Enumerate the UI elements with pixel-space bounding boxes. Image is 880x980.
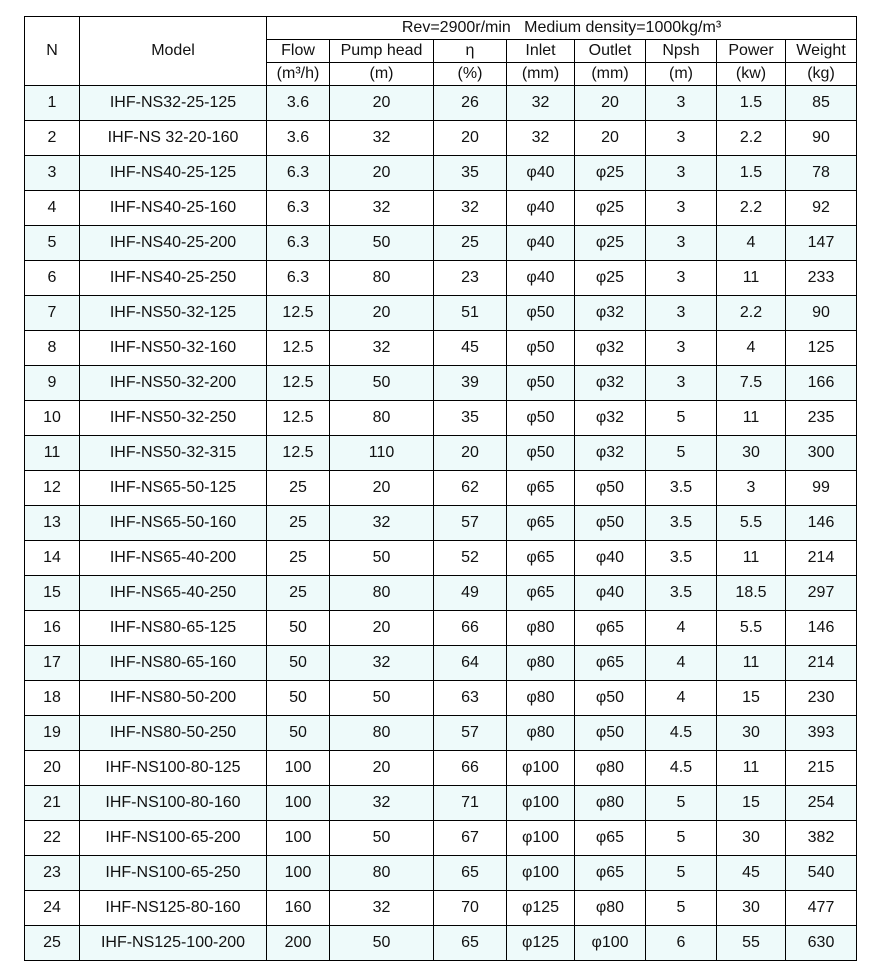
cell-npsh: 5 (646, 891, 717, 926)
cell-power: 55 (717, 926, 786, 961)
cell-inlet: φ65 (507, 506, 575, 541)
cell-outlet: 20 (575, 86, 646, 121)
cell-pump-head: 32 (330, 121, 434, 156)
cell-weight: 382 (786, 821, 857, 856)
cell-model: IHF-NS50-32-160 (80, 331, 267, 366)
cell-pump-head: 80 (330, 856, 434, 891)
cell-pump-head: 32 (330, 891, 434, 926)
cell-efficiency: 20 (434, 121, 507, 156)
cell-npsh: 3 (646, 366, 717, 401)
cell-inlet: φ100 (507, 786, 575, 821)
table-row (25, 856, 857, 891)
table-row (25, 401, 857, 436)
cell-power: 30 (717, 821, 786, 856)
cell-inlet: φ40 (507, 226, 575, 261)
unit-pump-head: (m) (330, 63, 434, 86)
cell-power: 5.5 (717, 506, 786, 541)
cell-npsh: 5 (646, 436, 717, 471)
cell-model: IHF-NS100-65-250 (80, 856, 267, 891)
cell-outlet: φ25 (575, 261, 646, 296)
cell-outlet: φ32 (575, 366, 646, 401)
cell-n: 1 (25, 86, 80, 121)
cell-flow: 50 (267, 716, 330, 751)
cell-npsh: 5 (646, 821, 717, 856)
cell-outlet: φ65 (575, 646, 646, 681)
cell-flow: 6.3 (267, 156, 330, 191)
cell-n: 16 (25, 611, 80, 646)
cell-weight: 540 (786, 856, 857, 891)
cell-power: 2.2 (717, 296, 786, 331)
cell-n: 9 (25, 366, 80, 401)
cell-outlet: φ65 (575, 856, 646, 891)
cell-power: 5.5 (717, 611, 786, 646)
table-row (25, 121, 857, 156)
cell-outlet: φ100 (575, 926, 646, 961)
unit-efficiency: (%) (434, 63, 507, 86)
cell-inlet: φ50 (507, 401, 575, 436)
cell-npsh: 4 (646, 611, 717, 646)
cell-weight: 215 (786, 751, 857, 786)
table-row (25, 471, 857, 506)
cell-power: 15 (717, 681, 786, 716)
cell-outlet: φ32 (575, 436, 646, 471)
cell-pump-head: 20 (330, 86, 434, 121)
cell-npsh: 6 (646, 926, 717, 961)
cell-inlet: φ80 (507, 716, 575, 751)
cell-efficiency: 26 (434, 86, 507, 121)
cell-inlet: φ100 (507, 751, 575, 786)
cell-n: 14 (25, 541, 80, 576)
cell-flow: 3.6 (267, 121, 330, 156)
cell-inlet: φ50 (507, 436, 575, 471)
table-row (25, 786, 857, 821)
table-row (25, 366, 857, 401)
cell-pump-head: 32 (330, 646, 434, 681)
cell-outlet: φ40 (575, 541, 646, 576)
cell-n: 23 (25, 856, 80, 891)
cell-efficiency: 20 (434, 436, 507, 471)
cell-weight: 166 (786, 366, 857, 401)
cell-pump-head: 80 (330, 261, 434, 296)
cell-flow: 12.5 (267, 331, 330, 366)
cell-model: IHF-NS80-65-125 (80, 611, 267, 646)
cell-outlet: φ50 (575, 681, 646, 716)
cell-flow: 3.6 (267, 86, 330, 121)
table-row (25, 156, 857, 191)
table-row (25, 331, 857, 366)
cell-model: IHF-NS65-50-160 (80, 506, 267, 541)
cell-inlet: φ65 (507, 541, 575, 576)
cell-power: 2.2 (717, 191, 786, 226)
cell-outlet: φ32 (575, 331, 646, 366)
cell-flow: 25 (267, 506, 330, 541)
cell-power: 30 (717, 891, 786, 926)
cell-flow: 50 (267, 611, 330, 646)
cell-npsh: 3.5 (646, 471, 717, 506)
cell-n: 18 (25, 681, 80, 716)
cell-model: IHF-NS40-25-200 (80, 226, 267, 261)
cell-flow: 100 (267, 786, 330, 821)
cell-model: IHF-NS100-80-160 (80, 786, 267, 821)
cell-power: 1.5 (717, 86, 786, 121)
cell-model: IHF-NS50-32-315 (80, 436, 267, 471)
cell-pump-head: 50 (330, 821, 434, 856)
cell-outlet: φ32 (575, 401, 646, 436)
cell-weight: 300 (786, 436, 857, 471)
cell-n: 13 (25, 506, 80, 541)
unit-outlet: (mm) (575, 63, 646, 86)
table-row (25, 926, 857, 961)
cell-efficiency: 66 (434, 611, 507, 646)
table-row (25, 611, 857, 646)
cell-npsh: 4 (646, 681, 717, 716)
cell-n: 12 (25, 471, 80, 506)
cell-model: IHF-NS32-25-125 (80, 86, 267, 121)
cell-inlet: φ50 (507, 296, 575, 331)
table-body (25, 86, 857, 961)
table-row (25, 226, 857, 261)
cell-outlet: φ65 (575, 821, 646, 856)
table-row (25, 541, 857, 576)
pump-spec-sheet (24, 16, 856, 961)
cell-npsh: 3 (646, 261, 717, 296)
cell-weight: 297 (786, 576, 857, 611)
cell-pump-head: 20 (330, 471, 434, 506)
cell-model: IHF-NS125-80-160 (80, 891, 267, 926)
cell-weight: 90 (786, 296, 857, 331)
table-header (25, 17, 857, 86)
cell-inlet: 32 (507, 121, 575, 156)
cell-model: IHF-NS125-100-200 (80, 926, 267, 961)
cell-power: 3 (717, 471, 786, 506)
table-row (25, 436, 857, 471)
cell-model: IHF-NS65-50-125 (80, 471, 267, 506)
cell-weight: 92 (786, 191, 857, 226)
cell-n: 19 (25, 716, 80, 751)
cell-weight: 235 (786, 401, 857, 436)
cell-flow: 100 (267, 821, 330, 856)
cell-weight: 233 (786, 261, 857, 296)
cell-npsh: 3.5 (646, 506, 717, 541)
cell-inlet: φ40 (507, 191, 575, 226)
cell-flow: 25 (267, 541, 330, 576)
cell-efficiency: 66 (434, 751, 507, 786)
table-row (25, 191, 857, 226)
header-inlet: Inlet (507, 40, 575, 63)
cell-power: 30 (717, 716, 786, 751)
cell-model: IHF-NS80-50-200 (80, 681, 267, 716)
cell-flow: 50 (267, 646, 330, 681)
table-row (25, 296, 857, 331)
cell-n: 25 (25, 926, 80, 961)
cell-efficiency: 35 (434, 401, 507, 436)
cell-efficiency: 65 (434, 926, 507, 961)
cell-weight: 125 (786, 331, 857, 366)
cell-flow: 25 (267, 471, 330, 506)
cell-power: 30 (717, 436, 786, 471)
cell-outlet: φ50 (575, 506, 646, 541)
cell-efficiency: 67 (434, 821, 507, 856)
cell-weight: 99 (786, 471, 857, 506)
header-flow: Flow (267, 40, 330, 63)
cell-npsh: 3.5 (646, 576, 717, 611)
cell-flow: 12.5 (267, 401, 330, 436)
cell-npsh: 5 (646, 856, 717, 891)
cell-outlet: φ80 (575, 751, 646, 786)
header-model: Model (80, 17, 267, 86)
table-row (25, 576, 857, 611)
cell-power: 15 (717, 786, 786, 821)
cell-model: IHF-NS100-65-200 (80, 821, 267, 856)
cell-inlet: φ65 (507, 576, 575, 611)
cell-weight: 85 (786, 86, 857, 121)
cell-n: 4 (25, 191, 80, 226)
cell-model: IHF-NS 32-20-160 (80, 121, 267, 156)
cell-outlet: φ80 (575, 786, 646, 821)
cell-efficiency: 62 (434, 471, 507, 506)
cell-pump-head: 50 (330, 366, 434, 401)
cell-pump-head: 20 (330, 156, 434, 191)
cell-weight: 254 (786, 786, 857, 821)
cell-outlet: φ25 (575, 156, 646, 191)
header-pump-head: Pump head (330, 40, 434, 63)
cell-efficiency: 25 (434, 226, 507, 261)
cell-pump-head: 80 (330, 576, 434, 611)
cell-npsh: 3 (646, 191, 717, 226)
cell-power: 11 (717, 646, 786, 681)
cell-pump-head: 80 (330, 401, 434, 436)
cell-model: IHF-NS40-25-125 (80, 156, 267, 191)
cell-n: 24 (25, 891, 80, 926)
cell-weight: 146 (786, 506, 857, 541)
cell-n: 20 (25, 751, 80, 786)
cell-pump-head: 110 (330, 436, 434, 471)
cell-pump-head: 32 (330, 506, 434, 541)
cell-outlet: φ25 (575, 191, 646, 226)
cell-power: 18.5 (717, 576, 786, 611)
cell-weight: 147 (786, 226, 857, 261)
cell-outlet: φ40 (575, 576, 646, 611)
cell-efficiency: 23 (434, 261, 507, 296)
cell-flow: 12.5 (267, 436, 330, 471)
cell-pump-head: 50 (330, 226, 434, 261)
cell-npsh: 4 (646, 646, 717, 681)
cell-flow: 6.3 (267, 226, 330, 261)
cell-outlet: φ50 (575, 471, 646, 506)
unit-npsh: (m) (646, 63, 717, 86)
cell-outlet: φ25 (575, 226, 646, 261)
cell-weight: 477 (786, 891, 857, 926)
cell-pump-head: 20 (330, 611, 434, 646)
cell-model: IHF-NS50-32-125 (80, 296, 267, 331)
header-efficiency: η (434, 40, 507, 63)
cell-flow: 6.3 (267, 191, 330, 226)
cell-inlet: φ125 (507, 926, 575, 961)
cell-efficiency: 71 (434, 786, 507, 821)
cell-efficiency: 57 (434, 716, 507, 751)
cell-flow: 6.3 (267, 261, 330, 296)
cell-npsh: 3 (646, 226, 717, 261)
cell-outlet: φ80 (575, 891, 646, 926)
cell-model: IHF-NS65-40-200 (80, 541, 267, 576)
cell-pump-head: 20 (330, 751, 434, 786)
cell-pump-head: 50 (330, 681, 434, 716)
cell-inlet: φ50 (507, 366, 575, 401)
cell-inlet: φ40 (507, 156, 575, 191)
cell-n: 10 (25, 401, 80, 436)
header-npsh: Npsh (646, 40, 717, 63)
cell-npsh: 4.5 (646, 716, 717, 751)
cell-n: 17 (25, 646, 80, 681)
cell-n: 22 (25, 821, 80, 856)
cell-inlet: φ100 (507, 856, 575, 891)
cell-pump-head: 50 (330, 541, 434, 576)
unit-flow: (m³/h) (267, 63, 330, 86)
cell-efficiency: 32 (434, 191, 507, 226)
cell-outlet: 20 (575, 121, 646, 156)
cell-n: 15 (25, 576, 80, 611)
cell-model: IHF-NS50-32-250 (80, 401, 267, 436)
unit-weight: (kg) (786, 63, 857, 86)
cell-power: 11 (717, 751, 786, 786)
cell-efficiency: 39 (434, 366, 507, 401)
cell-inlet: φ50 (507, 331, 575, 366)
cell-flow: 12.5 (267, 296, 330, 331)
header-n: N (25, 17, 80, 86)
cell-power: 11 (717, 261, 786, 296)
cell-efficiency: 65 (434, 856, 507, 891)
cell-efficiency: 52 (434, 541, 507, 576)
pump-spec-table (24, 16, 857, 961)
cell-power: 1.5 (717, 156, 786, 191)
cell-power: 4 (717, 226, 786, 261)
cell-npsh: 4.5 (646, 751, 717, 786)
cell-pump-head: 32 (330, 786, 434, 821)
cell-power: 2.2 (717, 121, 786, 156)
header-conditions: Rev=2900r/min Medium density=1000kg/m³ (267, 17, 857, 40)
cell-weight: 393 (786, 716, 857, 751)
cell-flow: 50 (267, 681, 330, 716)
cell-npsh: 3 (646, 86, 717, 121)
cell-n: 6 (25, 261, 80, 296)
unit-inlet: (mm) (507, 63, 575, 86)
cell-efficiency: 70 (434, 891, 507, 926)
cell-power: 45 (717, 856, 786, 891)
cell-inlet: φ80 (507, 681, 575, 716)
cell-n: 5 (25, 226, 80, 261)
cell-npsh: 3 (646, 121, 717, 156)
unit-power: (kw) (717, 63, 786, 86)
cell-power: 11 (717, 401, 786, 436)
cell-n: 7 (25, 296, 80, 331)
cell-pump-head: 50 (330, 926, 434, 961)
table-row (25, 751, 857, 786)
cell-pump-head: 20 (330, 296, 434, 331)
cell-outlet: φ32 (575, 296, 646, 331)
cell-efficiency: 64 (434, 646, 507, 681)
table-row (25, 646, 857, 681)
header-weight: Weight (786, 40, 857, 63)
table-row (25, 86, 857, 121)
cell-flow: 12.5 (267, 366, 330, 401)
cell-n: 2 (25, 121, 80, 156)
cell-inlet: φ125 (507, 891, 575, 926)
cell-inlet: 32 (507, 86, 575, 121)
cell-pump-head: 32 (330, 331, 434, 366)
cell-npsh: 3.5 (646, 541, 717, 576)
cell-n: 21 (25, 786, 80, 821)
cell-model: IHF-NS40-25-160 (80, 191, 267, 226)
table-row (25, 261, 857, 296)
header-outlet: Outlet (575, 40, 646, 63)
cell-pump-head: 32 (330, 191, 434, 226)
cell-inlet: φ80 (507, 646, 575, 681)
cell-efficiency: 57 (434, 506, 507, 541)
cell-model: IHF-NS80-65-160 (80, 646, 267, 681)
table-row (25, 891, 857, 926)
cell-inlet: φ40 (507, 261, 575, 296)
cell-weight: 78 (786, 156, 857, 191)
cell-power: 4 (717, 331, 786, 366)
cell-flow: 160 (267, 891, 330, 926)
cell-weight: 630 (786, 926, 857, 961)
table-row (25, 821, 857, 856)
cell-efficiency: 45 (434, 331, 507, 366)
cell-efficiency: 49 (434, 576, 507, 611)
cell-flow: 200 (267, 926, 330, 961)
cell-power: 7.5 (717, 366, 786, 401)
cell-weight: 214 (786, 646, 857, 681)
cell-flow: 100 (267, 856, 330, 891)
cell-model: IHF-NS100-80-125 (80, 751, 267, 786)
cell-weight: 146 (786, 611, 857, 646)
cell-n: 3 (25, 156, 80, 191)
cell-power: 11 (717, 541, 786, 576)
cell-model: IHF-NS65-40-250 (80, 576, 267, 611)
cell-n: 11 (25, 436, 80, 471)
cell-pump-head: 80 (330, 716, 434, 751)
cell-npsh: 3 (646, 296, 717, 331)
cell-efficiency: 63 (434, 681, 507, 716)
cell-efficiency: 51 (434, 296, 507, 331)
cell-inlet: φ100 (507, 821, 575, 856)
cell-npsh: 3 (646, 331, 717, 366)
cell-weight: 230 (786, 681, 857, 716)
cell-npsh: 3 (646, 156, 717, 191)
cell-model: IHF-NS50-32-200 (80, 366, 267, 401)
header-power: Power (717, 40, 786, 63)
cell-outlet: φ50 (575, 716, 646, 751)
cell-weight: 90 (786, 121, 857, 156)
cell-efficiency: 35 (434, 156, 507, 191)
cell-inlet: φ80 (507, 611, 575, 646)
cell-inlet: φ65 (507, 471, 575, 506)
cell-outlet: φ65 (575, 611, 646, 646)
table-row (25, 716, 857, 751)
table-row (25, 681, 857, 716)
cell-flow: 100 (267, 751, 330, 786)
cell-flow: 25 (267, 576, 330, 611)
table-row (25, 506, 857, 541)
cell-n: 8 (25, 331, 80, 366)
cell-npsh: 5 (646, 786, 717, 821)
cell-npsh: 5 (646, 401, 717, 436)
cell-model: IHF-NS40-25-250 (80, 261, 267, 296)
cell-weight: 214 (786, 541, 857, 576)
cell-model: IHF-NS80-50-250 (80, 716, 267, 751)
